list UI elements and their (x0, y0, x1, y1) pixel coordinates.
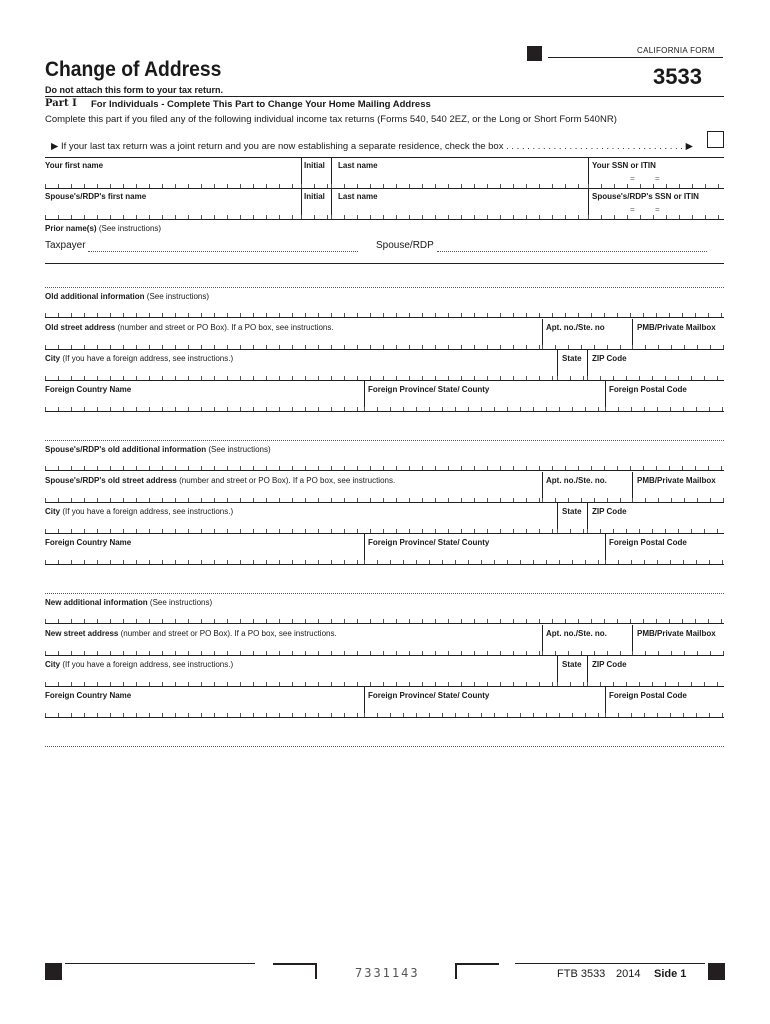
last-name-label: Last name (338, 161, 378, 170)
spouse-ssn-field[interactable] (588, 215, 724, 220)
state-field[interactable] (557, 376, 587, 381)
state-field[interactable] (557, 529, 587, 534)
additional-info-heading (45, 598, 212, 607)
california-form-label: CALIFORNIA FORM (637, 46, 715, 55)
prior-names-bold: Prior name(s) (45, 224, 97, 233)
foreign-country-label: Foreign Country Name (45, 538, 132, 547)
street-note: (number and street or PO Box). If a PO box, see instructions. (117, 323, 334, 332)
heading-note: (See instructions) (208, 445, 271, 454)
spouse-initial-label: Initial (304, 192, 325, 201)
additional-info-field[interactable] (45, 313, 724, 318)
spouse-ssn-separator: = = (630, 205, 661, 214)
apt-label: Apt. no./Ste. no. (546, 629, 607, 638)
heading-bold: New additional information (45, 598, 148, 607)
footer-bracket-left (273, 963, 317, 979)
city-field[interactable] (45, 529, 557, 534)
taxpayer-prior-name-field[interactable] (88, 251, 358, 252)
street-address-label (45, 476, 395, 485)
foreign-province-label: Foreign Province/ State/ County (368, 538, 490, 547)
your-first-name-label: Your first name (45, 161, 104, 170)
city-bold: City (45, 507, 61, 516)
prior-names-rule (45, 263, 724, 264)
zip-label: ZIP Code (592, 660, 627, 669)
heading-bold: Old additional information (45, 292, 145, 301)
footer-side: Side 1 (654, 968, 687, 980)
zip-label: ZIP Code (592, 507, 627, 516)
zip-field[interactable] (587, 682, 724, 687)
street-bold: Spouse's/RDP's old street address (45, 476, 177, 485)
last-name-field[interactable] (331, 184, 588, 189)
zip-field[interactable] (587, 529, 724, 534)
street-address-field[interactable] (45, 651, 542, 656)
heading-bold: Spouse's/RDP's old additional information (45, 445, 207, 454)
ssn-separator: = = (630, 174, 661, 183)
foreign-country-label: Foreign Country Name (45, 691, 132, 700)
pmb-label: PMB/Private Mailbox (637, 323, 716, 332)
foreign-country-field[interactable] (45, 713, 364, 718)
street-address-label (45, 629, 337, 638)
spouse-first-name-label: Spouse's/RDP's first name (45, 192, 147, 201)
footer-bracket-right (455, 963, 499, 979)
city-note: (If you have a foreign address, see instructions.) (62, 660, 234, 669)
foreign-country-field[interactable] (45, 560, 364, 565)
heading-note: (See instructions) (149, 598, 213, 607)
foreign-province-label: Foreign Province/ State/ County (368, 385, 490, 394)
initial-label: Initial (304, 161, 325, 170)
barcode-number: 7331143 (355, 966, 420, 980)
state-label: State (562, 354, 582, 363)
part-one-instruction: Complete this part if you filed any of the following individual income tax returns (Forms 540, 540 2EZ, or the Long or Short Form 540NR) (45, 114, 617, 125)
header-rule (548, 57, 723, 58)
foreign-province-label: Foreign Province/ State/ County (368, 691, 490, 700)
joint-return-text: ▶ If your last tax return was a joint return and you are now establishing a separate residence, check the box . . . . . . . . . . . . . . . . . . . . . . . . . . . . . . . . . . ▶ (51, 141, 693, 152)
foreign-country-label: Foreign Country Name (45, 385, 132, 394)
city-label (45, 660, 233, 669)
spouse-rdp-label: Spouse/RDP (376, 240, 434, 251)
city-label (45, 354, 233, 363)
foreign-province-field[interactable] (364, 560, 605, 565)
prior-names-note: (See instructions) (98, 224, 162, 233)
pmb-label: PMB/Private Mailbox (637, 476, 716, 485)
spouse-prior-name-field[interactable] (437, 251, 707, 252)
additional-info-field[interactable] (45, 466, 724, 471)
city-field[interactable] (45, 376, 557, 381)
foreign-province-field[interactable] (364, 407, 605, 412)
taxpayer-label: Taxpayer (45, 240, 86, 251)
additional-info-field[interactable] (45, 619, 724, 624)
form-number: 3533 (653, 64, 702, 89)
foreign-province-field[interactable] (364, 713, 605, 718)
city-label (45, 507, 233, 516)
registration-mark-bottom-left (45, 963, 62, 980)
city-bold: City (45, 354, 61, 363)
spouse-ssn-label: Spouse's/RDP's SSN or ITIN (592, 192, 699, 201)
footer-left-rule (65, 963, 255, 964)
street-note: (number and street or PO Box). If a PO box, see instructions. (120, 629, 337, 638)
footer-right-rule (515, 963, 705, 964)
city-field[interactable] (45, 682, 557, 687)
additional-info-heading (45, 445, 271, 454)
street-bold: New street address (45, 629, 119, 638)
apt-label: Apt. no./Ste. no. (546, 476, 607, 485)
joint-rule (45, 157, 724, 158)
part-one-tag: Part I (45, 98, 77, 109)
spouse-first-name-field[interactable] (45, 215, 301, 220)
street-bold: Old street address (45, 323, 116, 332)
ssn-field[interactable] (588, 184, 724, 189)
section-separator (45, 440, 724, 441)
heading-note: (See instructions) (146, 292, 210, 301)
state-label: State (562, 507, 582, 516)
form-title: Change of Address (45, 58, 222, 81)
initial-field[interactable] (301, 184, 331, 189)
prior-names-label (45, 224, 161, 233)
city-note: (If you have a foreign address, see instructions.) (62, 507, 234, 516)
joint-return-checkbox[interactable] (707, 131, 724, 148)
registration-mark-bottom-right (708, 963, 725, 980)
your-first-name-field[interactable] (45, 184, 301, 189)
zip-label: ZIP Code (592, 354, 627, 363)
street-address-field[interactable] (45, 498, 542, 503)
foreign-postal-field[interactable] (605, 560, 724, 565)
form-subtitle: Do not attach this form to your tax return. (45, 85, 224, 95)
spouse-initial-field[interactable] (301, 215, 331, 220)
state-field[interactable] (557, 682, 587, 687)
pmb-field[interactable] (632, 345, 724, 350)
street-address-label (45, 323, 334, 332)
blank-line (45, 287, 724, 288)
part-one-heading: For Individuals - Complete This Part to Change Your Home Mailing Address (91, 99, 431, 110)
foreign-postal-field[interactable] (605, 713, 724, 718)
pmb-label: PMB/Private Mailbox (637, 629, 716, 638)
foreign-postal-field[interactable] (605, 407, 724, 412)
spouse-last-name-label: Last name (338, 192, 378, 201)
section-separator (45, 593, 724, 594)
street-address-field[interactable] (45, 345, 542, 350)
foreign-postal-label: Foreign Postal Code (609, 538, 687, 547)
street-note: (number and street or PO Box). If a PO box, see instructions. (179, 476, 396, 485)
zip-field[interactable] (587, 376, 724, 381)
ssn-label: Your SSN or ITIN (592, 161, 656, 170)
title-rule (45, 96, 724, 97)
pmb-field[interactable] (632, 498, 724, 503)
apt-label: Apt. no./Ste. no (546, 323, 605, 332)
section-separator (45, 746, 724, 747)
city-bold: City (45, 660, 61, 669)
footer-year: 2014 (616, 968, 641, 980)
state-label: State (562, 660, 582, 669)
pmb-field[interactable] (632, 651, 724, 656)
city-note: (If you have a foreign address, see instructions.) (62, 354, 234, 363)
registration-mark-top (527, 46, 542, 61)
foreign-country-field[interactable] (45, 407, 364, 412)
spouse-last-name-field[interactable] (331, 215, 588, 220)
foreign-postal-label: Foreign Postal Code (609, 385, 687, 394)
foreign-postal-label: Foreign Postal Code (609, 691, 687, 700)
footer-form-ref: FTB 3533 (557, 968, 606, 980)
additional-info-heading (45, 292, 209, 301)
